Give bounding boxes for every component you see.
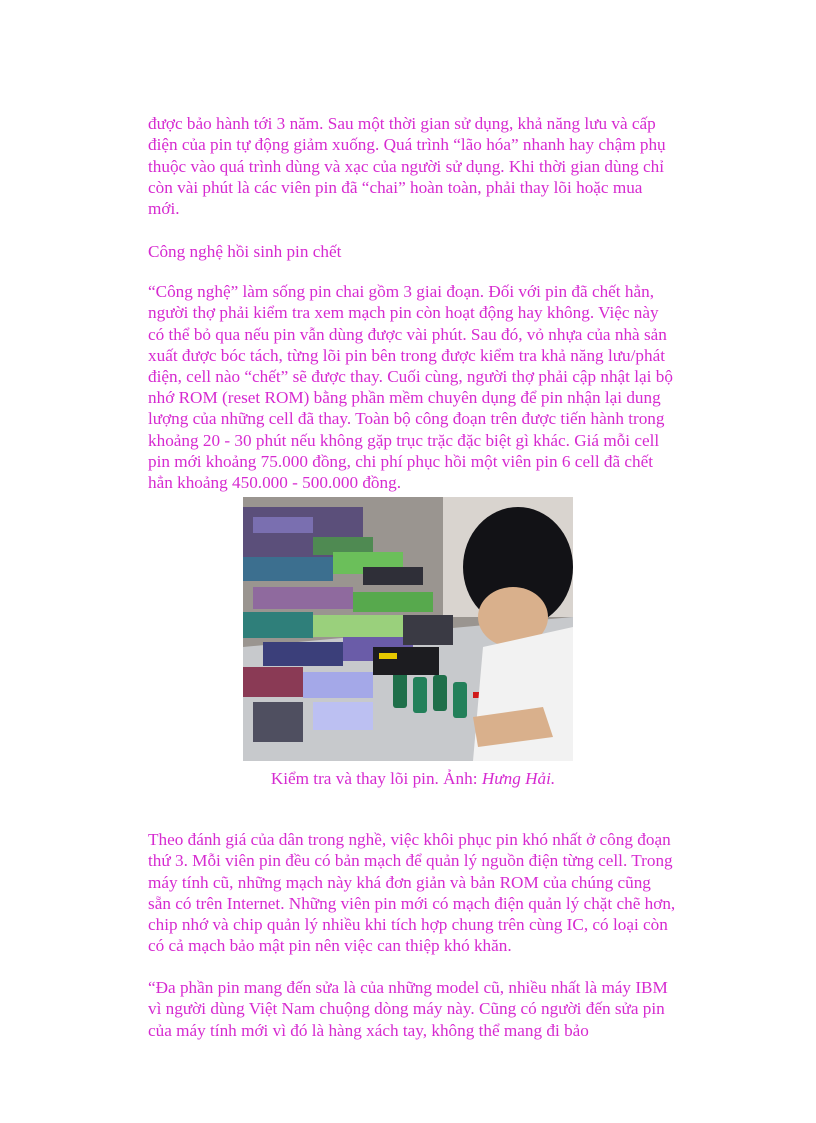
caption-credit: Hưng Hải. (481, 769, 556, 788)
caption-text: Kiểm tra và thay lõi pin. Ảnh: (270, 769, 482, 788)
photo-caption (148, 768, 678, 789)
section-heading: Công nghệ hồi sinh pin chết (148, 242, 342, 262)
technology-paragraph: “Công nghệ” làm sống pin chai gồm 3 giai đoạn. Đối với pin đã chết hẳn, người thợ phải kiểm tra xem mạch pin còn hoạt động hay không. Việc này có thể bỏ qua nếu pin vẫn dùng được vài phút. Sau đó, vỏ nhựa của nhà sản xuất được bóc tách, từng lõi pin bên trong được kiểm tra khả năng lưu/phát điện, cell nào “chết” sẽ được thay. Cuối cùng, người thợ phải cập nhật lại bộ nhớ ROM (reset ROM) bằng phần mềm chuyên dụng để pin nhận lại dung lượng của những cell đã thay. Toàn bộ công đoạn trên được tiến hành trong khoảng 20 - 30 phút nếu không gặp trục trặc đặc biệt gì khác. Giá mỗi cell pin mới khoảng 75.000 đồng, chi phí phục hồi một viên pin 6 cell đã chết hẳn khoảng 450.000 - 500.000 đồng. (148, 282, 673, 493)
evaluation-paragraph: Theo đánh giá của dân trong nghề, việc khôi phục pin khó nhất ở công đoạn thứ 3. Mỗi viên pin đều có bản mạch để quản lý nguồn điện từng cell. Trong máy tính cũ, những mạch này khá đơn giản và bản ROM của chúng cũng sẵn có trên Internet. Những viên pin mới có mạch điện quản lý chặt chẽ hơn, chip nhớ và chip quản lý nhiều khi tích hợp chung trên cùng IC, có loại còn có cả mạch bảo mật pin nên việc can thiệp khó khăn. (148, 830, 676, 956)
battery-repair-photo (243, 497, 573, 761)
intro-paragraph: được bảo hành tới 3 năm. Sau một thời gian sử dụng, khả năng lưu và cấp điện của pin tự động giảm xuống. Quá trình “lão hóa” nhanh hay chậm phụ thuộc vào quá trình dùng và xạc của người sử dụng. Khi thời gian dùng chỉ còn vài phút là các viên pin đã “chai” hoàn toàn, phải thay lõi hoặc mua mới. (148, 114, 666, 218)
quote-paragraph: “Đa phần pin mang đến sửa là của những model cũ, nhiều nhất là máy IBM vì người dùng Việt Nam chuộng dòng máy này. Cũng có người đến sửa pin của máy tính mới vì đó là hàng xách tay, không thể mang đi bảo (148, 978, 668, 1040)
